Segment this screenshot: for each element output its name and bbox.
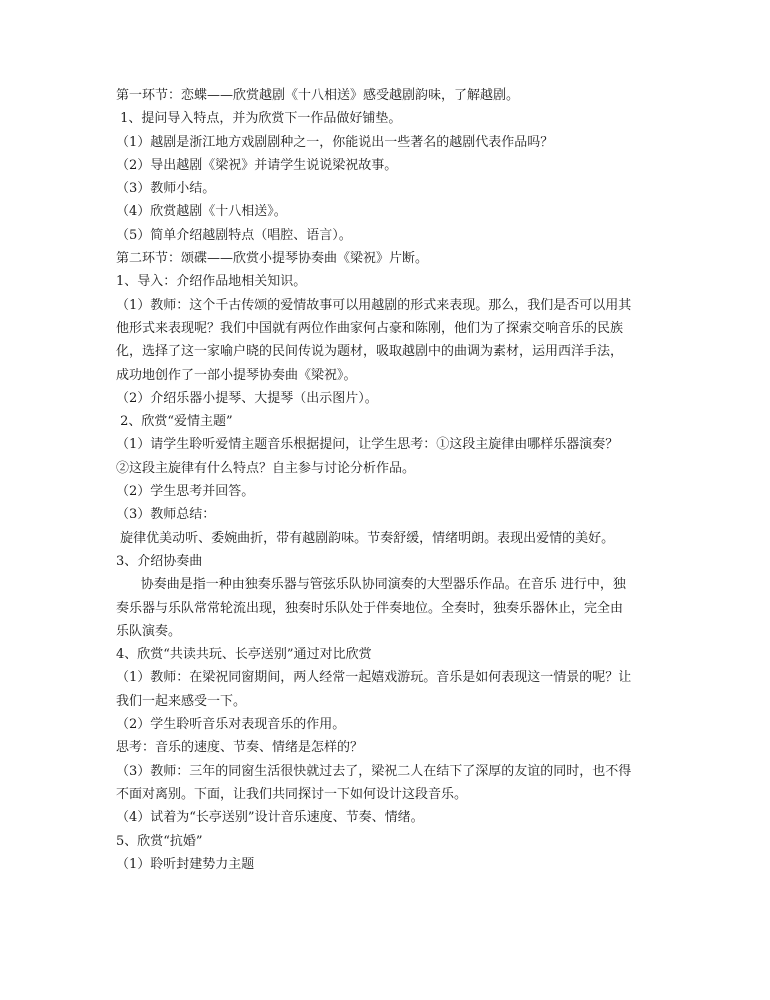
text-line: 乐队演奏。 xyxy=(116,623,182,639)
text-line: 他形式来表现呢？我们中国就有两位作曲家何占豪和陈刚，他们为了探索交响音乐的民族 xyxy=(116,320,624,336)
section-heading-2: 第二环节：颂碟——欣赏小提琴协奏曲《梁祝》片断。 xyxy=(116,251,429,267)
text-line: 化，选择了这一家喻户晓的民间传说为题材，吸取越剧中的曲调为素材，运用西洋手法， xyxy=(116,344,624,360)
item-heading: 5、欣赏“抗婚” xyxy=(116,833,203,849)
document-body xyxy=(116,84,656,876)
text-line: （2）学生思考并回答。 xyxy=(116,484,255,500)
item-heading: 4、欣赏“共读共玩、长亭送别”通过对比欣赏 xyxy=(116,647,372,663)
text-line: 协奏曲是指一种由独奏乐器与管弦乐队协同演奏的大型器乐作品。在音乐 进行中，独 xyxy=(116,577,626,593)
text-line: （2）学生聆听音乐对表现音乐的作用。 xyxy=(116,717,346,733)
text-line: （1）越剧是浙江地方戏剧剧种之一，你能说出一些著名的越剧代表作品吗？ xyxy=(116,134,554,150)
item-heading: 1、导入：介绍作品地相关知识。 xyxy=(116,274,307,290)
text-line: （4）试着为“长亭送别”设计音乐速度、节奏、情绪。 xyxy=(116,810,424,826)
text-line: （1）教师：在梁祝同窗期间，两人经常一起嬉戏游玩。音乐是如何表现这一情景的呢？让 xyxy=(116,670,632,686)
text-line: 思考：音乐的速度、节奏、情绪是怎样的？ xyxy=(116,740,364,756)
item-heading: 1、提问导入特点，并为欣赏下一作品做好铺垫。 xyxy=(116,111,402,127)
text-line: （3）教师：三年的同窗生活很快就过去了，梁祝二人在结下了深厚的友谊的同时，也不得 xyxy=(116,763,632,779)
text-line: （3）教师总结： xyxy=(116,507,216,523)
text-line: （1）请学生聆听爱情主题音乐根据提问，让学生思考：①这段主旋律由哪样乐器演奏？ xyxy=(116,437,619,453)
text-line: 我们一起来感受一下。 xyxy=(116,693,247,709)
item-heading: 2、欣赏“爱情主题” xyxy=(116,414,233,430)
text-line: （3）教师小结。 xyxy=(116,181,216,197)
text-line: 奏乐器与乐队常常轮流出现，独奏时乐队处于伴奏地位。全奏时，独奏乐器休止，完全由 xyxy=(116,600,624,616)
text-line: （4）欣赏越剧《十八相送》。 xyxy=(116,204,287,220)
text-line: 旋律优美动听、委婉曲折，带有越剧韵味。节奏舒缓，情绪明朗。表现出爱情的美好。 xyxy=(116,530,615,546)
section-heading-1: 第一环节：恋蝶——欣赏越剧《十八相送》感受越剧韵味，了解越剧。 xyxy=(116,88,520,103)
text-line: （1）教师：这个千古传颂的爱情故事可以用越剧的形式来表现。那么，我们是否可以用其 xyxy=(116,297,632,313)
text-line: （5）简单介绍越剧特点（唱腔、语言）。 xyxy=(116,227,352,243)
text-line: （2）介绍乐器小提琴、大提琴（出示图片）。 xyxy=(116,390,378,406)
text-line: （1）聆听封建势力主题 xyxy=(116,856,255,872)
text-line: ②这段主旋律有什么特点？自主参与讨论分析作品。 xyxy=(116,460,416,476)
text-line: （2）导出越剧《梁祝》并请学生说说梁祝故事。 xyxy=(116,157,398,173)
text-line: 不面对离别。下面，让我们共同探讨一下如何设计这段音乐。 xyxy=(116,786,468,802)
text-line: 成功地创作了一部小提琴协奏曲《梁祝》。 xyxy=(116,367,357,383)
item-heading: 3、介绍协奏曲 xyxy=(116,553,203,569)
